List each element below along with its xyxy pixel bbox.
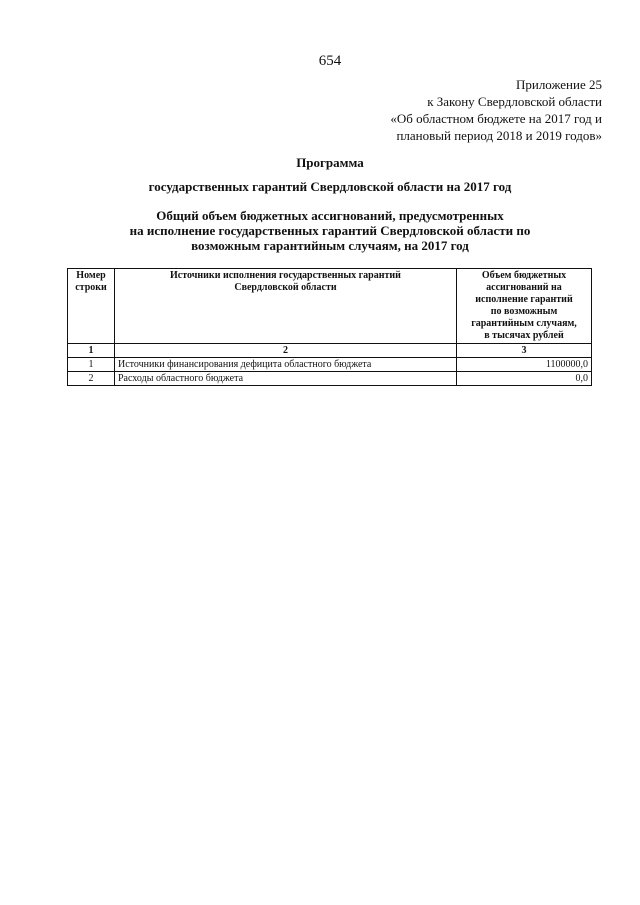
appendix-line: «Об областном бюджете на 2017 год и xyxy=(390,111,602,126)
table-header-row xyxy=(68,269,592,344)
table-row xyxy=(68,358,592,372)
header-text: Объем бюджетных xyxy=(481,270,567,281)
header-text: в тысячах рублей xyxy=(484,330,564,341)
header-text: гарантийным случаям, xyxy=(471,318,577,329)
header-text: Свердловской области xyxy=(234,282,337,293)
volume-heading xyxy=(0,208,640,253)
header-text: строки xyxy=(75,282,107,293)
row-number-cell: 1 xyxy=(68,358,115,372)
source-cell: Расходы областного бюджета xyxy=(115,372,457,386)
appendix-line: плановый период 2018 и 2019 годов» xyxy=(396,128,602,143)
volume-title-line: возможным гарантийным случаям, на 2017 год xyxy=(191,238,469,253)
source-cell: Источники финансирования дефицита областного бюджета xyxy=(115,358,457,372)
appendix-line: к Закону Свердловской области xyxy=(427,94,602,109)
header-amount xyxy=(457,269,592,344)
page-number: 654 xyxy=(318,53,342,69)
row-number-cell: 2 xyxy=(68,372,115,386)
volume-title-line: Общий объем бюджетных ассигнований, предусмотренных xyxy=(156,208,504,223)
program-title: Программа xyxy=(296,155,364,170)
header-text: по возможным xyxy=(490,306,558,317)
column-number: 1 xyxy=(68,344,115,358)
column-number-row xyxy=(68,344,592,358)
header-text: исполнение гарантий xyxy=(475,294,573,305)
amount-cell: 0,0 xyxy=(457,372,592,386)
program-heading xyxy=(0,154,640,196)
header-sources xyxy=(115,269,457,344)
program-subtitle: государственных гарантий Свердловской области на 2017 год xyxy=(148,179,512,194)
appendix-block xyxy=(390,76,602,144)
column-number: 3 xyxy=(457,344,592,358)
appendix-line: Приложение 25 xyxy=(515,77,602,92)
header-text: ассигнований на xyxy=(486,282,562,293)
header-text: Номер xyxy=(76,270,106,281)
budget-table xyxy=(67,268,592,386)
table-row xyxy=(68,372,592,386)
column-number: 2 xyxy=(115,344,457,358)
amount-cell: 1100000,0 xyxy=(457,358,592,372)
volume-title-line: на исполнение государственных гарантий Свердловской области по xyxy=(129,223,531,238)
header-text: Источники исполнения государственных гарантий xyxy=(170,270,401,281)
header-row-number xyxy=(68,269,115,344)
